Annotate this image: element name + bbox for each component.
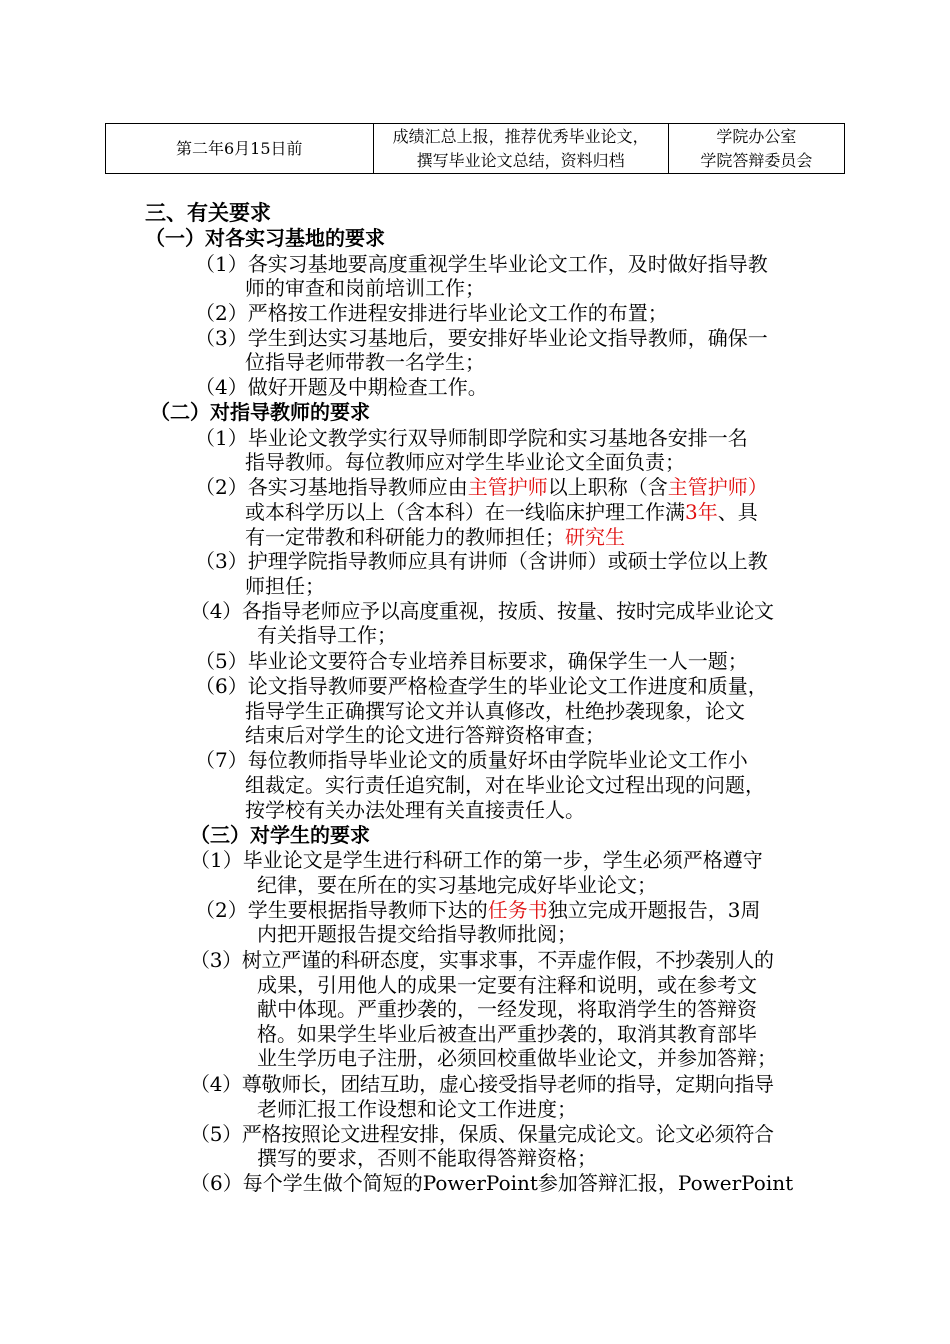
paragraph-line: 指导学生正确撰写论文并认真修改，杜绝抄袭现象，论文 (245, 699, 745, 723)
paragraph-line (195, 898, 760, 922)
paragraph-line: 师的审查和岗前培训工作； (245, 276, 485, 300)
table-cell-time (106, 124, 374, 174)
paragraph-line: 格。如果学生毕业后被查出严重抄袭的，取消其教育部毕 (257, 1022, 757, 1046)
cell-text: 学院办公室 (716, 126, 797, 146)
paragraph-line: 组裁定。实行责任追究制，对在毕业论文过程出现的问题， (245, 773, 765, 797)
subsection-title: （二）对指导教师的要求 (150, 400, 370, 424)
paragraph-line: 按学校有关办法处理有关直接责任人。 (245, 798, 585, 822)
cell-text: 撰写毕业论文总结，资料归档 (416, 150, 625, 170)
paragraph-line: 位指导老师带教一名学生； (245, 350, 485, 374)
subsection-title: （三）对学生的要求 (190, 823, 370, 847)
paragraph-line: 撰写的要求，否则不能取得答辩资格； (257, 1146, 597, 1170)
paragraph-line: （5）毕业论文要符合专业培养目标要求，确保学生一人一题； (195, 649, 748, 673)
paragraph-line: （3）树立严谨的科研态度，实事求事，不弄虚作假，不抄袭别人的 (190, 948, 774, 972)
highlight-text: 3年 (685, 500, 718, 524)
cell-text: 学院答辩委员会 (700, 150, 813, 170)
highlight-text: 主管护师 (467, 475, 548, 499)
text-run: 、具 (717, 500, 758, 524)
paragraph-line: （4）做好开题及中期检查工作。 (195, 375, 488, 399)
text-run: 以上职称（含 (547, 475, 668, 499)
section-title: 三、有关要求 (145, 200, 271, 225)
paragraph-line: （3）护理学院指导教师应具有讲师（含讲师）或硕士学位以上教 (195, 549, 768, 573)
highlight-text: ） (747, 475, 768, 499)
highlight-text: 任务书 (487, 898, 548, 922)
paragraph-line (195, 475, 768, 499)
highlight-text: 主管护师 (667, 475, 748, 499)
text-run: 独立完成开题报告，3周 (547, 898, 761, 922)
cell-text: 成绩汇总上报，推荐优秀毕业论文， (392, 126, 649, 146)
text-run: 有一定带教和科研能力的教师担任； (245, 525, 565, 549)
text-run: （2）各实习基地指导教师应由 (195, 475, 468, 499)
paragraph-line: 献中体现。严重抄袭的，一经发现，将取消学生的答辩资 (257, 997, 757, 1021)
text-run: 或本科学历以上（含本科）在一线临床护理工作满 (245, 500, 685, 524)
paragraph-line: （5）严格按照论文进程安排，保质、保量完成论文。论文必须符合 (190, 1122, 774, 1146)
subsection-title: （一）对各实习基地的要求 (145, 226, 385, 250)
paragraph-line: （6）论文指导教师要严格检查学生的毕业论文工作进度和质量， (195, 674, 768, 698)
paragraph-line: 师担任； (245, 574, 325, 598)
paragraph-line: （4）各指导老师应予以高度重视，按质、按量、按时完成毕业论文 (190, 599, 774, 623)
paragraph-line (245, 500, 758, 524)
schedule-table (105, 123, 845, 174)
table-row (106, 124, 845, 174)
paragraph-line (245, 525, 625, 549)
paragraph-line: 成果，引用他人的成果一定要有注释和说明，或在参考文 (257, 973, 757, 997)
paragraph-line: 结束后对学生的论文进行答辩资格审查； (245, 723, 605, 747)
paragraph-line: 指导教师。每位教师应对学生毕业论文全面负责； (245, 450, 685, 474)
paragraph-line: 纪律，要在所在的实习基地完成好毕业论文； (257, 873, 657, 897)
paragraph-line: （1）毕业论文是学生进行科研工作的第一步，学生必须严格遵守 (190, 848, 763, 872)
highlight-text: 研究生 (565, 525, 625, 549)
cell-text: 第二年6月15日前 (176, 138, 303, 158)
paragraph-line: 老师汇报工作设想和论文工作进度； (257, 1097, 577, 1121)
paragraph-line: （3）学生到达实习基地后，要安排好毕业论文指导教师，确保一 (195, 326, 768, 350)
text-run: （2）学生要根据指导教师下达的 (195, 898, 488, 922)
paragraph-line: 有关指导工作； (257, 623, 397, 647)
paragraph-line: （1）毕业论文教学实行双导师制即学院和实习基地各安排一名 (195, 426, 748, 450)
paragraph-line: 业生学历电子注册，必须回校重做毕业论文，并参加答辩； (257, 1046, 777, 1070)
table-cell-dept (668, 124, 844, 174)
table-cell-task (373, 124, 668, 174)
paragraph-line: （4）尊敬师长，团结互助，虚心接受指导老师的指导，定期向指导 (190, 1072, 774, 1096)
paragraph-line: 内把开题报告提交给指导教师批阅； (257, 922, 577, 946)
paragraph-line: （7）每位教师指导毕业论文的质量好坏由学院毕业论文工作小 (195, 748, 748, 772)
paragraph-line: （1）各实习基地要高度重视学生毕业论文工作，及时做好指导教 (195, 252, 768, 276)
paragraph-line: （6）每个学生做个简短的PowerPoint参加答辩汇报，PowerPoint (190, 1171, 794, 1195)
paragraph-line: （2）严格按工作进程安排进行毕业论文工作的布置； (195, 301, 668, 325)
